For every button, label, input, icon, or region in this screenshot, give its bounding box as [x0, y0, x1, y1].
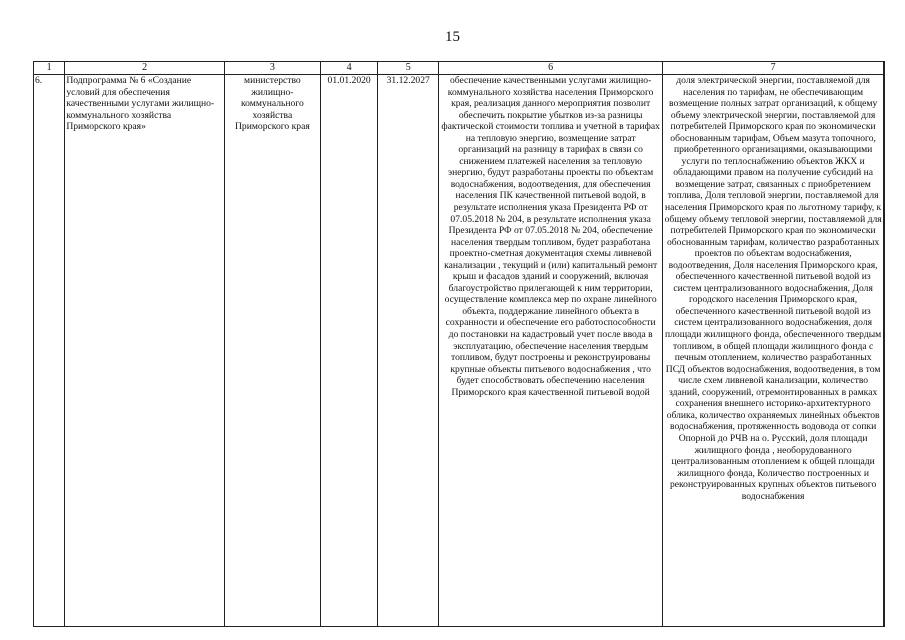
program-table — [33, 61, 885, 627]
column-header-1: 1 — [34, 62, 65, 75]
page-number: 15 — [445, 29, 460, 45]
column-header-2: 2 — [65, 62, 225, 75]
program-name: Подпрограмма № 6 «Создание условий для обеспечения качественными услугами жилищно-коммунального хозяйства Приморского края» — [65, 75, 225, 627]
table-row — [34, 75, 885, 627]
end-date: 31.12.2027 — [378, 75, 439, 627]
executor-name: министерство жилищно-коммунального хозяйства Приморского края — [224, 75, 320, 627]
column-header-5: 5 — [378, 62, 439, 75]
column-header-4: 4 — [320, 62, 378, 75]
column-header-6: 6 — [439, 62, 663, 75]
start-date: 01.01.2020 — [320, 75, 378, 627]
column-header-7: 7 — [663, 62, 884, 75]
indicators: доля электрической энергии, поставляемой для населения по тарифам, не обеспечивающим возмещение полных затрат организаций, к общему объему электрической энергии, поставляемой для потребителей Приморского края по экономически обоснованным тарифам, Объем мазута топочного, приобретенного организациями, оказывающими услуги по теплоснабжению объектов ЖКХ и обладающими правом на получение субсидий на возмещение затрат, связанных с приобретением топлива, Доля тепловой энергии, поставляемой для населения Приморского края по льготному тарифу, к общему объему тепловой энергии, поставляемой для потребителей Приморского края по экономически обоснованным тарифам, количество разработанных проектов по объектам водоснабжения, водоотведения, Доля населения Приморского края, обеспеченного качественной питьевой водой из систем централизованного водоснабжения, Доля городского населения Приморского края, обеспеченного качественной питьевой водой из систем централизованного водоснабжения, доля площади жилищного фонда, обеспеченного твердым топливом, в общей площади жилищного фонда с печным отоплением, количество разработанных ПСД объектов водоснабжения, водоотведения, в том числе схем ливневой канализации, количество зданий, сооружений, отремонтированных в рамках сохранения внешнего историко-архитектурного облика, количество охраняемых линейных объектов водоснабжения, протяженность водовода от сопки Опорной до РЧВ на о. Русский, доля площади жилищного фонда , необорудованного централизованным отоплением к общей площади жилищного фонда, Количество построенных и реконструированных крупных объектов питьевого водоснабжения — [663, 75, 884, 627]
column-header-3: 3 — [224, 62, 320, 75]
column-number-row — [34, 62, 885, 75]
row-number: 6. — [34, 75, 65, 627]
expected-result: обеспечение качественными услугами жилищно-коммунального хозяйства населения Приморского края, реализация данного мероприятия позволит обеспечить покрытие убытков из-за разницы фактической стоимости топлива и учетной в тарифах на тепловую энергию, возмещение затрат организаций на разницу в тарифах в связи со снижением платежей населения за тепловую энергию, будут разработаны проекты по объектам водоснабжения, водоотведения, для обеспечения населения ПК качественной питьевой водой, в результате исполнения указа Президента РФ от 07.05.2018 № 204, в результате исполнения указа Президента РФ от 07.05.2018 № 204, обеспечение населения твердым топливом, будет разработана проектно-сметная документация схемы ливневой канализации , текущий и (или) капитальный ремонт крыш и фасадов зданий и сооружений, включая благоустройство прилегающей к ним территории, осуществление комплекса мер по охране линейного объекта, поддержание линейного объекта в сохранности и обеспечение его работоспособности до постановки на кадастровый учет после ввода в эксплуатацию, обеспечение населения твердым топливом, будут построены и реконструированы крупные объекты питьевого водоснабжения , что будет способствовать обеспечению населения Приморского края качественной питьевой водой — [439, 75, 663, 627]
